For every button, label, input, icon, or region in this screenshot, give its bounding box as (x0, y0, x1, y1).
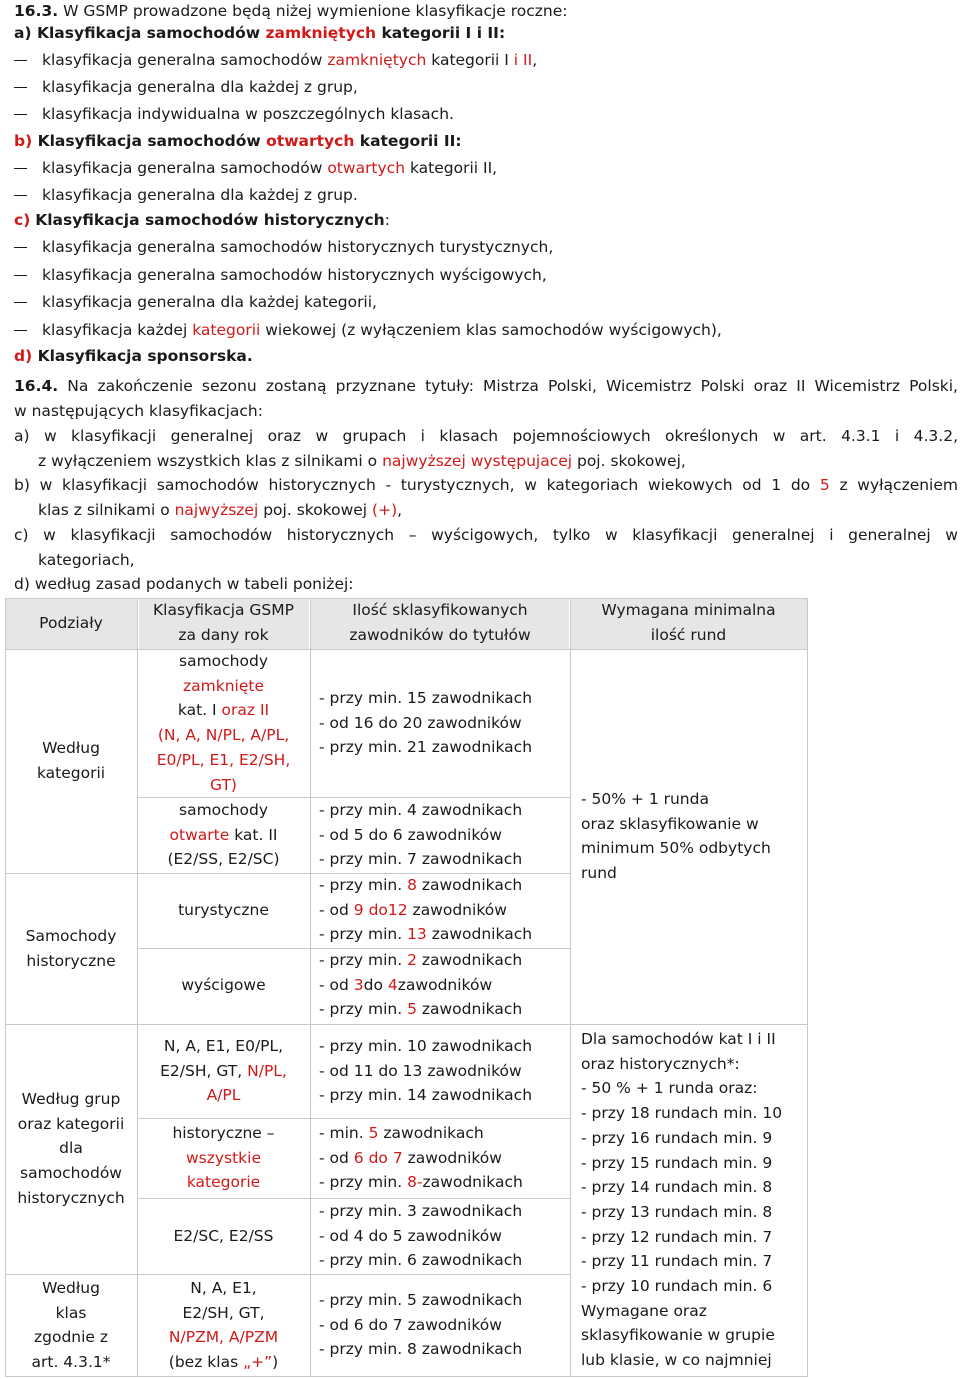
section-16-3-intro: 16.3. W GSMP prowadzone będą niżej wymienione klasyfikacje roczne: (14, 2, 568, 20)
header-podzialy: Podziały (39, 614, 103, 632)
division-samochody-historyczne: Samochody historyczne (25, 927, 117, 970)
class-closed-cars: samochody zamknięte kat. I oraz II (N, A, N/PL, A/PL, E0/PL, E1, E2/SH, GT) (156, 652, 291, 794)
min-rounds-groups: Dla samochodów kat I i II oraz historycznych*: - 50 % + 1 runda oraz: - przy 18 rundach min. 10 - przy 16 rundach min. 9 - przy 15 rundach min. 9 - przy 14 rundach min. 8 - przy 13 rundach min. 8 - przy 12 rundach min. 7 - przy 11 rundach min. 7 - przy 10 rundach min. 6 Wymagane oraz sklasyfikowanie w grupie lub klasie, w co najmniej (581, 1030, 783, 1370)
item-c1: klasyfikacja generalna samochodów historycznych turystycznych, (42, 238, 554, 256)
section-16-4-intro: 16.4. Na zakończenie sezonu zostaną przyznane tytuły: Mistrza Polski, Wicemistrz Polski oraz II Wicemistrz Polski, (14, 377, 958, 395)
item-c-heading: c) Klasyfikacja samochodów historycznych: (14, 211, 390, 229)
header-wymagana: Wymagana minimalna ilość rund (601, 601, 776, 644)
class-historic-all: historyczne – wszystkie kategorie (172, 1124, 275, 1192)
division-wedlug-klas: Według klas zgodnie z art. 4.3.1* (31, 1279, 111, 1372)
dash-bullet (14, 247, 27, 248)
min-rounds-general: - 50% + 1 runda oraz sklasyfikowanie w minimum 50% odbytych rund (581, 790, 771, 883)
item-a-heading: a) Klasyfikacja samochodów zamkniętych kategorii I i II: (14, 24, 506, 42)
section-number: 16.4. (14, 377, 59, 395)
item-16-4-c: c) w klasyfikacji samochodów historycznych – wyścigowych, tylko w klasyfikacji generalnej i generalnej w (14, 526, 958, 544)
dash-bullet (14, 275, 27, 276)
dash-bullet (14, 87, 27, 88)
item-a1: klasyfikacja generalna samochodów zamkniętych kategorii I i II, (42, 51, 538, 69)
item-16-4-a: a) w klasyfikacji generalnej oraz w grupach i klasach pojemnościowych określonych w art. 4.3.1 i 4.3.2, (14, 427, 958, 445)
grid-line (5, 1024, 808, 1025)
grid-line (807, 598, 808, 1376)
class-groups: N, A, E1, E0/PL, E2/SH, GT, N/PL, A/PL (160, 1037, 287, 1105)
count-groups: - przy min. 10 zawodnikach - od 11 do 13 zawodników - przy min. 14 zawodnikach (319, 1037, 533, 1105)
item-16-4-b: b) w klasyfikacji samochodów historycznych - turystycznych, w kategoriach wiekowych od 1 do 5 z wyłączeniem (14, 476, 959, 494)
dash-bullet (14, 60, 27, 61)
dash-bullet (14, 195, 27, 196)
count-by-class: - przy min. 5 zawodnikach - od 6 do 7 zawodników - przy min. 8 zawodnikach (319, 1291, 523, 1359)
item-a3: klasyfikacja indywidualna w poszczególnych klasach. (42, 105, 454, 123)
division-wedlug-grup: Według grup oraz kategorii dla samochodów historycznych (17, 1090, 125, 1207)
class-by-class: N, A, E1, E2/SH, GT, N/PZM, A/PZM (bez klas „+”) (168, 1279, 279, 1372)
item-b1: klasyfikacja generalna samochodów otwartych kategorii II, (42, 159, 498, 177)
item-b2: klasyfikacja generalna dla każdej z grup. (42, 186, 358, 204)
section-16-4-intro-cont: w następujących klasyfikacjach: (14, 402, 263, 420)
count-historic-all: - min. 5 zawodnikach - od 6 do 7 zawodników - przy min. 8-zawodnikach (319, 1124, 523, 1192)
item-c4: klasyfikacja każdej kategorii wiekowej (z wyłączeniem klas samochodów wyścigowych), (42, 321, 722, 339)
item-c2: klasyfikacja generalna samochodów historycznych wyścigowych, (42, 266, 547, 284)
header-ilosc: Ilość sklasyfikowanych zawodników do tytułów (349, 601, 531, 644)
grid-line (570, 598, 571, 1376)
count-open-cars: - przy min. 4 zawodnikach - od 5 do 6 zawodników - przy min. 7 zawodnikach (319, 801, 523, 869)
dash-bullet (14, 302, 27, 303)
grid-line (5, 649, 808, 650)
grid-line (137, 1118, 571, 1119)
count-closed-cars: - przy min. 15 zawodnikach - od 16 do 20 zawodników - przy min. 21 zawodnikach (319, 689, 533, 757)
count-turystyczne: - przy min. 8 zawodnikach - od 9 do12 zawodników - przy min. 13 zawodnikach (319, 876, 533, 944)
item-a2: klasyfikacja generalna dla każdej z grup, (42, 78, 358, 96)
item-16-4-d: d) według zasad podanych w tabeli poniżej: (14, 575, 354, 593)
item-c3: klasyfikacja generalna dla każdej kategorii, (42, 293, 377, 311)
class-e2sc: E2/SC, E2/SS (173, 1227, 274, 1245)
dash-bullet (14, 168, 27, 169)
count-e2sc: - przy min. 3 zawodnikach - od 4 do 5 zawodników - przy min. 6 zawodnikach (319, 1202, 523, 1270)
item-16-4-c-cont: kategoriach, (38, 551, 135, 569)
section-number: 16.3. (14, 2, 59, 20)
class-turystyczne: turystyczne (178, 901, 269, 919)
item-16-4-a-cont: z wyłączeniem wszystkich klas z silnikami o najwyższej występujacej poj. skokowej, (38, 452, 686, 470)
item-b-heading: b) Klasyfikacja samochodów otwartych kategorii II: (14, 132, 462, 150)
grid-line (5, 598, 6, 1376)
count-wyscigowe: - przy min. 2 zawodnikach - od 3do 4zawodników - przy min. 5 zawodnikach (319, 951, 523, 1019)
class-wyscigowe: wyścigowe (181, 976, 266, 994)
grid-line (5, 1274, 571, 1275)
header-klasyfikacja: Klasyfikacja GSMP za dany rok (152, 601, 294, 644)
item-d-heading: d) Klasyfikacja sponsorska. (14, 347, 253, 365)
division-wedlug-kategorii: Według kategorii (36, 739, 106, 782)
dash-bullet (14, 330, 27, 331)
grid-line (310, 598, 311, 1376)
grid-line (5, 1376, 808, 1377)
item-16-4-b-cont: klas z silnikami o najwyższej poj. skokowej (+), (38, 501, 403, 519)
class-open-cars: samochody otwarte kat. II (E2/SS, E2/SC) (167, 801, 280, 869)
dash-bullet (14, 114, 27, 115)
